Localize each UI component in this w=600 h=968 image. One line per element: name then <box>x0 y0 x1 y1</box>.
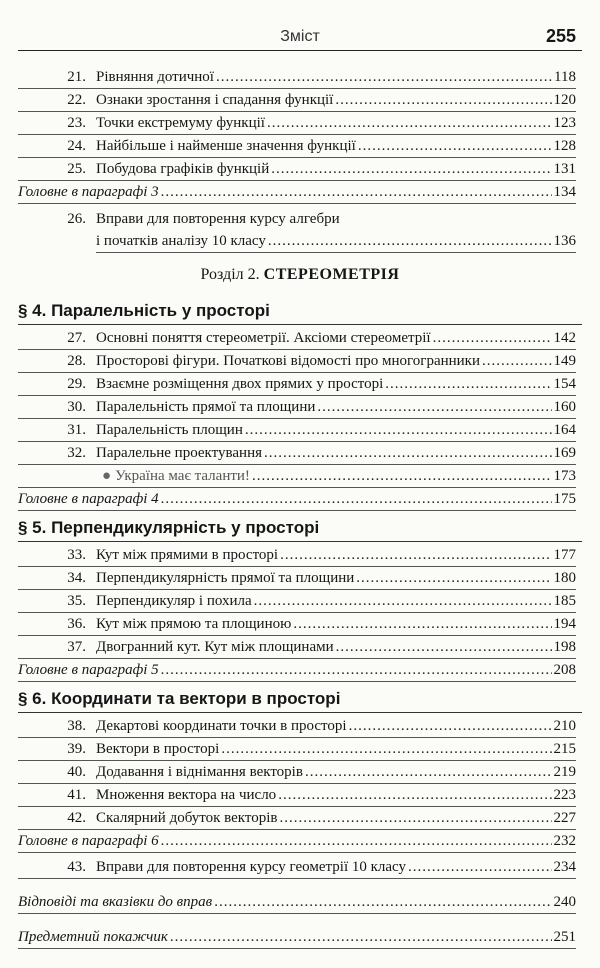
answers-page: 240 <box>553 894 576 910</box>
entry-title-line1: Вправи для повторення курсу алгебри <box>96 211 340 227</box>
entry-number: 28. <box>67 353 86 369</box>
entry-number: 24. <box>67 138 86 154</box>
summary-page: 232 <box>553 833 576 849</box>
entry-number: 40. <box>67 764 86 780</box>
entry-number: 42. <box>67 810 86 826</box>
leader-dots <box>482 350 551 372</box>
toc-entry[interactable] <box>18 590 576 613</box>
entry-title: Додавання і віднімання векторів <box>96 764 303 780</box>
leader-dots <box>408 856 552 878</box>
entry-page: 169 <box>553 445 576 461</box>
section-rule <box>18 541 582 542</box>
entry-title: Перпендикулярність прямої та площини <box>96 570 355 586</box>
entry-page: 118 <box>554 69 576 85</box>
entry-page: 177 <box>553 547 576 563</box>
toc-entry[interactable] <box>18 419 576 442</box>
page-header <box>18 26 582 46</box>
entry-title: Перпендикуляр і похила <box>96 593 252 609</box>
toc-note[interactable] <box>18 465 576 488</box>
entry-number: 43. <box>67 859 86 875</box>
leader-dots <box>305 761 552 783</box>
entry-title: Ознаки зростання і спадання функції <box>96 92 334 108</box>
toc-entry[interactable] <box>18 856 576 879</box>
note-title: Україна має таланти! <box>115 468 250 484</box>
leader-dots <box>271 158 551 180</box>
leader-dots <box>216 66 552 88</box>
entry-page: 194 <box>553 616 576 632</box>
page-number: 255 <box>545 26 576 46</box>
entry-title: Кут між прямою та площиною <box>96 616 292 632</box>
toc-entry[interactable] <box>18 567 576 590</box>
entry-number: 30. <box>67 399 86 415</box>
section-rule <box>18 324 582 325</box>
entry-title: Побудова графіків функцій <box>96 161 270 177</box>
leader-dots <box>170 926 552 948</box>
entry-number: 29. <box>67 376 86 392</box>
toc-entry[interactable] <box>18 373 576 396</box>
section-6-heading: § 6. Координати та вектори в просторі <box>18 689 341 708</box>
entry-page: 120 <box>553 92 576 108</box>
leader-dots <box>358 135 552 157</box>
entry-title: Вправи для повторення курсу геометрії 10 класу <box>96 859 406 875</box>
entry-page: 131 <box>553 161 576 177</box>
leader-dots <box>254 590 552 612</box>
entry-title: Двогранний кут. Кут між площинами <box>96 639 334 655</box>
entry-page: 227 <box>553 810 576 826</box>
entry-number: 25. <box>67 161 86 177</box>
toc-entry[interactable] <box>18 784 576 807</box>
toc-entry[interactable] <box>18 158 576 181</box>
leader-dots <box>252 465 552 487</box>
leader-dots <box>280 807 552 829</box>
toc-entry[interactable] <box>18 715 576 738</box>
leader-dots <box>278 784 551 806</box>
entry-number: 38. <box>67 718 86 734</box>
part-prefix: Розділ 2. <box>200 266 264 283</box>
part-title: СТЕРЕОМЕТРІЯ <box>263 266 400 283</box>
entry-page: 215 <box>553 741 576 757</box>
entry-number: 37. <box>67 639 86 655</box>
toc-entry[interactable] <box>18 327 576 350</box>
toc-index[interactable] <box>18 926 576 949</box>
bullet-icon: ● <box>102 468 112 484</box>
toc-summary[interactable] <box>18 488 576 511</box>
entry-page: 185 <box>553 593 576 609</box>
leader-dots <box>336 636 552 658</box>
toc-entry[interactable] <box>18 89 576 112</box>
entry-title: Вектори в просторі <box>96 741 220 757</box>
entry-number: 26. <box>67 211 86 227</box>
toc-entry[interactable] <box>18 112 576 135</box>
index-title: Предметний покажчик <box>18 929 168 945</box>
leader-dots <box>349 715 552 737</box>
entry-page: 219 <box>553 764 576 780</box>
entry-number: 21. <box>67 69 86 85</box>
section-4-heading: § 4. Паралельність у просторі <box>18 301 270 320</box>
index-page: 251 <box>553 929 576 945</box>
entry-page: 164 <box>553 422 576 438</box>
entry-title: Паралельність площин <box>96 422 243 438</box>
toc-entry[interactable] <box>18 761 576 784</box>
summary-title: Головне в параграфі 5 <box>18 662 159 678</box>
entry-title: Кут між прямими в просторі <box>96 547 279 563</box>
entry-title: Взаємне розміщення двох прямих у просторі <box>96 376 384 392</box>
entry-number: 22. <box>67 92 86 108</box>
leader-dots <box>245 419 552 441</box>
toc-entry[interactable] <box>18 442 576 465</box>
entry-title: Рівняння дотичної <box>96 69 214 85</box>
entry-title: Скалярний добуток векторів <box>96 810 278 826</box>
toc-entry[interactable] <box>18 396 576 419</box>
entry-title: Паралельність прямої та площини <box>96 399 316 415</box>
toc-entry[interactable] <box>18 807 576 830</box>
leader-dots <box>293 613 551 635</box>
leader-dots <box>280 544 551 566</box>
entry-title: Декартові координати точки в просторі <box>96 718 347 734</box>
toc-entry-multiline[interactable] <box>18 208 576 252</box>
entry-title: Точки екстремуму функції <box>96 115 265 131</box>
summary-title: Головне в параграфі 3 <box>18 184 159 200</box>
entry-number: 32. <box>67 445 86 461</box>
entry-page: 136 <box>553 233 576 249</box>
leader-dots <box>161 181 552 203</box>
toc-entry[interactable] <box>18 738 576 761</box>
entry-number: 36. <box>67 616 86 632</box>
entry-page: 180 <box>553 570 576 586</box>
leader-dots <box>161 830 552 852</box>
entry-number: 23. <box>67 115 86 131</box>
answers-title: Відповіді та вказівки до вправ <box>18 894 213 910</box>
entry-title-line2: і початків аналізу 10 класу <box>96 233 266 249</box>
toc-entry[interactable] <box>18 66 576 89</box>
entry-number: 33. <box>67 547 86 563</box>
toc-entry[interactable] <box>18 636 576 659</box>
toc-summary[interactable] <box>18 659 576 682</box>
entry-number: 39. <box>67 741 86 757</box>
summary-title: Головне в параграфі 4 <box>18 491 159 507</box>
running-title: Зміст <box>280 28 320 45</box>
leader-dots <box>264 442 552 464</box>
leader-dots <box>385 373 551 395</box>
summary-page: 134 <box>553 184 576 200</box>
entry-title: Паралельне проектування <box>96 445 262 461</box>
toc-summary[interactable] <box>18 181 576 204</box>
leader-dots <box>221 738 551 760</box>
entry-page: 198 <box>553 639 576 655</box>
section-5-heading: § 5. Перпендикулярність у просторі <box>18 518 320 537</box>
entry-page: 149 <box>553 353 576 369</box>
entry-title: Просторові фігури. Початкові відомості про многогранники <box>96 353 481 369</box>
entry-page: 210 <box>553 718 576 734</box>
toc-entry[interactable] <box>18 613 576 636</box>
toc-summary[interactable] <box>18 830 576 853</box>
entry-page: 160 <box>553 399 576 415</box>
toc-answers[interactable] <box>18 891 576 914</box>
leader-dots <box>161 488 552 510</box>
header-rule <box>18 50 582 51</box>
entry-title: Найбільше і найменше значення функції <box>96 138 356 154</box>
summary-page: 175 <box>553 491 576 507</box>
part-heading <box>0 266 600 284</box>
summary-title: Головне в параграфі 6 <box>18 833 159 849</box>
entry-page: 223 <box>553 787 576 803</box>
entry-page: 234 <box>553 859 576 875</box>
leader-dots <box>268 230 552 252</box>
entry-page: 154 <box>553 376 576 392</box>
toc-entry[interactable] <box>18 135 576 158</box>
entry-page: 173 <box>553 468 576 484</box>
entry-page: 123 <box>553 115 576 131</box>
entry-number: 35. <box>67 593 86 609</box>
entry-number: 41. <box>67 787 86 803</box>
leader-dots <box>214 891 551 913</box>
entry-page: 142 <box>553 330 576 346</box>
entry-number: 34. <box>67 570 86 586</box>
summary-page: 208 <box>553 662 576 678</box>
toc-entry[interactable] <box>18 350 576 373</box>
leader-dots <box>356 567 551 589</box>
leader-dots <box>335 89 551 111</box>
entry-number: 27. <box>67 330 86 346</box>
toc-entry[interactable] <box>18 544 576 567</box>
leader-dots <box>267 112 552 134</box>
entry-number: 31. <box>67 422 86 438</box>
entry-title: Основні поняття стереометрії. Аксіоми стереометрії <box>96 330 431 346</box>
leader-dots <box>317 396 551 418</box>
leader-dots <box>161 659 552 681</box>
entry-title: Множення вектора на число <box>96 787 277 803</box>
section-rule <box>18 712 582 713</box>
leader-dots <box>433 327 552 349</box>
entry-page: 128 <box>553 138 576 154</box>
